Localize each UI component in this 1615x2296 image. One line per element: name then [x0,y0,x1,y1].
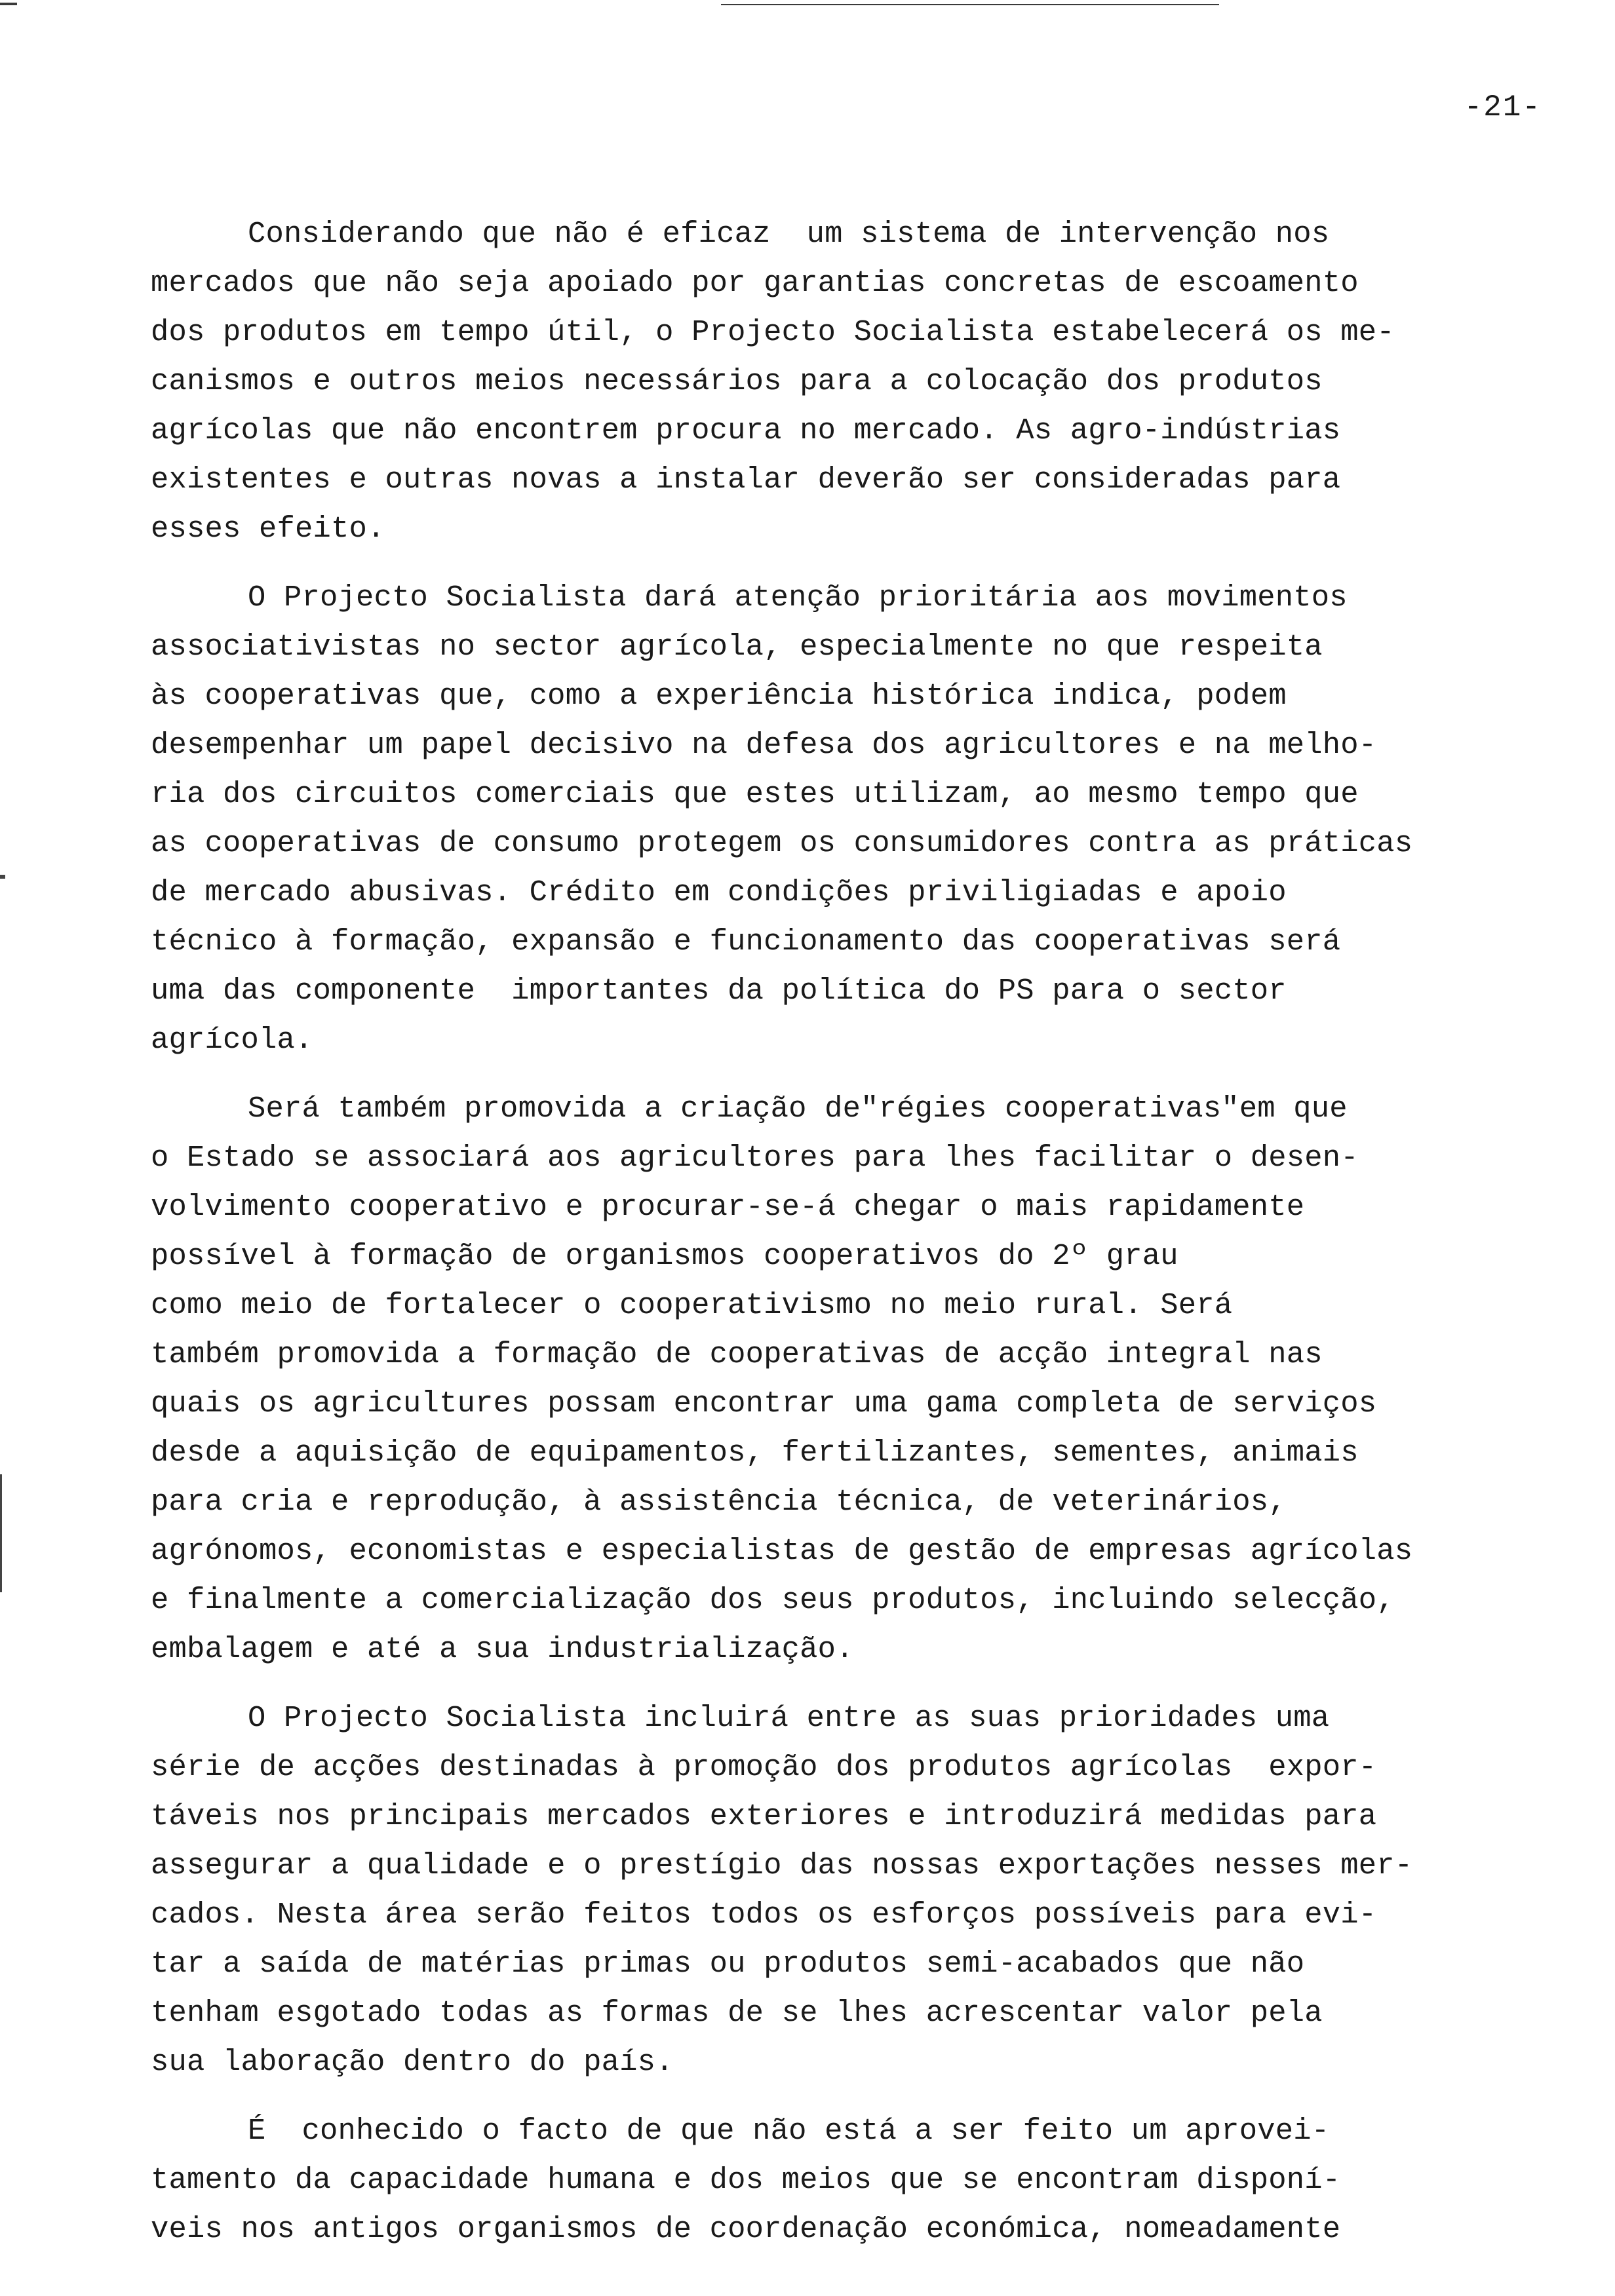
text-line: táveis nos principais mercados exteriores e introduzirá medidas para [151,1799,1377,1833]
paragraph-1 [151,210,1540,554]
text-line: dos produtos em tempo útil, o Projecto Socialista estabelecerá os me- [151,315,1395,349]
text-line: Será também promovida a criação de"régies cooperativas"em que [248,1092,1348,1126]
text-line: canismos e outros meios necessários para a colocação dos produtos [151,364,1323,398]
text-line: e finalmente a comercialização dos seus produtos, incluindo selecção, [151,1583,1395,1617]
text-line: de mercado abusivas. Crédito em condições priviligiadas e apoio [151,875,1287,909]
text-line: É conhecido o facto de que não está a ser feito um aprovei- [248,2114,1330,2148]
text-line: assegurar a qualidade e o prestígio das nossas exportações nesses mer- [151,1848,1413,1883]
text-line: existentes e outras novas a instalar deverão ser consideradas para [151,463,1341,497]
text-line: tamento da capacidade humana e dos meios que se encontram disponí- [151,2163,1341,2197]
text-line: agrónomos, economistas e especialistas de gestão de empresas agrícolas [151,1534,1413,1568]
text-line: sua laboração dentro do país. [151,2045,674,2079]
text-line: quais os agricultures possam encontrar uma gama completa de serviços [151,1387,1377,1421]
text-line: desde a aquisição de equipamentos, fertilizantes, sementes, animais [151,1436,1359,1470]
left-margin-tick [0,875,5,879]
text-line: O Projecto Socialista dará atenção prioritária aos movimentos [248,581,1348,615]
text-line: possível à formação de organismos cooperativos do 2º grau [151,1239,1178,1273]
text-line: volvimento cooperativo e procurar-se-á chegar o mais rapidamente [151,1190,1305,1224]
text-line: tenham esgotado todas as formas de se lhes acrescentar valor pela [151,1996,1323,2030]
text-line: às cooperativas que, como a experiência histórica indica, podem [151,679,1287,713]
text-line: O Projecto Socialista incluirá entre as suas prioridades uma [248,1701,1330,1735]
left-margin-mark [0,1474,2,1592]
text-line: série de acções destinadas à promoção dos produtos agrícolas expor- [151,1750,1377,1784]
text-line: agrícolas que não encontrem procura no mercado. As agro-indústrias [151,413,1341,448]
text-line: como meio de fortalecer o cooperativismo no meio rural. Será [151,1288,1233,1322]
document-body [151,210,1540,2254]
text-line: associativistas no sector agrícola, especialmente no que respeita [151,630,1323,664]
top-scan-rule [721,4,1219,5]
text-line: embalagem e até a sua industrialização. [151,1632,854,1666]
text-line: as cooperativas de consumo protegem os consumidores contra as práticas [151,826,1413,860]
text-line: uma das componente importantes da política do PS para o sector [151,974,1287,1008]
paragraph-4 [151,1694,1540,2087]
paragraph-5 [151,2107,1540,2254]
text-line: esses efeito. [151,512,385,546]
text-line: mercados que não seja apoiado por garantias concretas de escoamento [151,266,1359,300]
text-line: para cria e reprodução, à assistência técnica, de veterinários, [151,1485,1287,1519]
top-scan-rule-left [0,3,17,5]
text-line: agrícola. [151,1023,313,1057]
page-number: -21- [1464,90,1542,124]
paragraph-2 [151,573,1540,1065]
paragraph-3 [151,1084,1540,1674]
text-line: veis nos antigos organismos de coordenação económica, nomeadamente [151,2212,1341,2246]
text-line: técnico à formação, expansão e funcionamento das cooperativas será [151,925,1341,959]
text-line: também promovida a formação de cooperativas de acção integral nas [151,1337,1323,1371]
text-line: desempenhar um papel decisivo na defesa dos agricultores e na melho- [151,728,1377,762]
text-line: cados. Nesta área serão feitos todos os esforços possíveis para evi- [151,1898,1377,1932]
text-line: ria dos circuitos comerciais que estes utilizam, ao mesmo tempo que [151,777,1359,811]
text-line: Considerando que não é eficaz um sistema de intervenção nos [248,217,1330,251]
text-line: tar a saída de matérias primas ou produtos semi-acabados que não [151,1947,1305,1981]
text-line: o Estado se associará aos agricultores para lhes facilitar o desen- [151,1141,1359,1175]
